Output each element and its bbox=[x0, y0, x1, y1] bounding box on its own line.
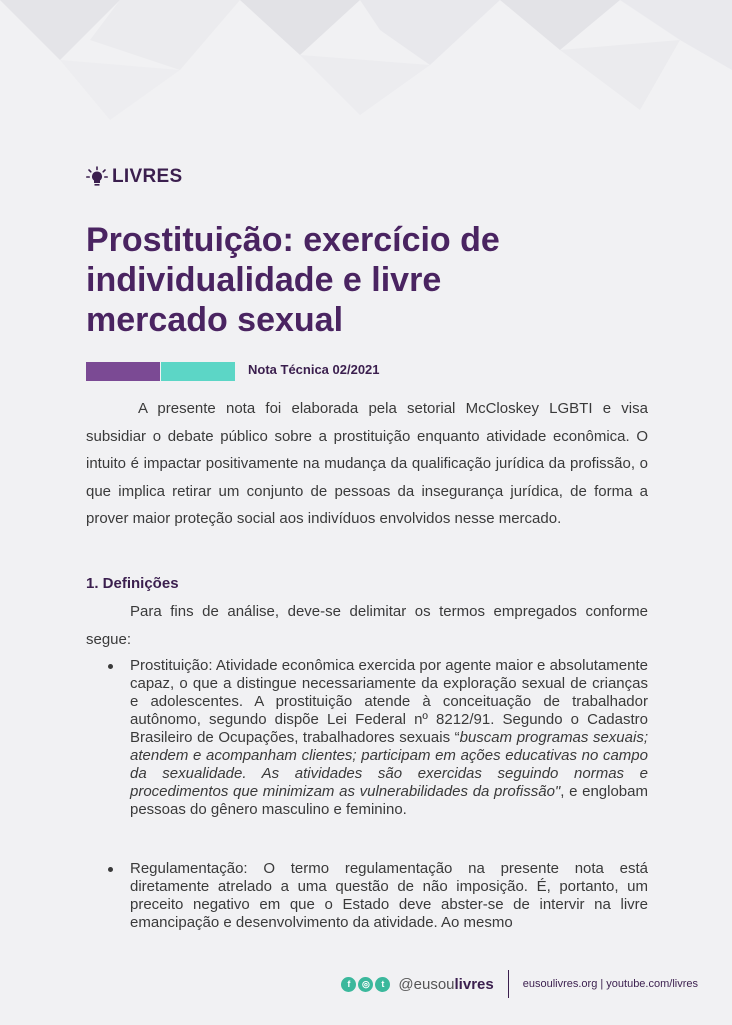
brand-logo bbox=[86, 166, 182, 188]
intro-paragraph: A presente nota foi elaborada pela setorial McCloskey LGBTI e visa subsidiar o debate público sobre a prostituição enquanto atividade econômica. O intuito é impactar positivamente na mudança da qualificação jurídica da profissão, o que implica retirar um conjunto de pessoas da insegurança jurídica, de forma a prover maior proteção social aos indivíduos envolvidos nesse mercado. bbox=[86, 400, 648, 527]
footer-links[interactable]: eusoulivres.org | youtube.com/livres bbox=[522, 978, 698, 990]
facebook-icon[interactable]: f bbox=[341, 977, 356, 992]
footer bbox=[341, 970, 698, 998]
background-pattern bbox=[0, 0, 732, 130]
accent-bar-teal bbox=[161, 362, 235, 381]
lightbulb-icon bbox=[86, 166, 108, 188]
accent-bar-purple bbox=[86, 362, 160, 381]
footer-divider bbox=[508, 970, 509, 998]
item-text: Regulamentação: O termo regulamentação na presente nota está diretamente atrelado a uma questão de não imposição. É, portanto, um preceito negativo em que o Estado deve abster-se de intervir na livre emancipação e desenvolvimento da atividade. Ao mesmo bbox=[130, 860, 648, 931]
twitter-icon[interactable]: t bbox=[375, 977, 390, 992]
social-handle[interactable] bbox=[398, 976, 493, 993]
brand-name: LIVRES bbox=[112, 166, 183, 187]
title-line: individualidade e livre bbox=[86, 261, 442, 299]
definition-list bbox=[86, 657, 648, 819]
item-text: Prostituição: Atividade econômica exercida por agente maior e absolutamente capaz, o que a distingue necessariamente da exploração sexual de crianças e adolescentes. A prostituição atende à conceituação de trabalhador autônomo, segundo dispõe Lei Federal nº 8212/91. Segundo o Cadastro Brasileiro de Ocupações, trabalhadores sexuais “ bbox=[130, 657, 648, 746]
handle-prefix: @eusou bbox=[398, 975, 455, 993]
section-lead: Para fins de análise, deve-se delimitar os termos empregados conforme segue: bbox=[86, 603, 648, 648]
bullet-icon bbox=[108, 867, 113, 872]
page-title bbox=[86, 220, 606, 340]
note-label: Nota Técnica 02/2021 bbox=[248, 362, 380, 377]
list-item bbox=[86, 860, 648, 932]
bullet-icon bbox=[108, 664, 113, 669]
title-line: mercado sexual bbox=[86, 301, 344, 339]
item-text-end: , e englobam pessoas do gênero masculino e feminino. bbox=[130, 783, 648, 818]
section-heading: 1. Definições bbox=[86, 575, 179, 592]
item-quote: buscam programas sexuais; atendem e acompanham clientes; participam em ações educativas no campo da sexualidade. As atividades são exercidas seguindo normas e procedimentos que minimizam as vulnerabilidades da profissão" bbox=[130, 729, 648, 800]
handle-bold: livres bbox=[454, 975, 494, 993]
social-icons bbox=[341, 977, 390, 992]
title-line: Prostituição: exercício de bbox=[86, 221, 500, 259]
definition-list bbox=[86, 860, 648, 932]
instagram-icon[interactable]: ◎ bbox=[358, 977, 373, 992]
list-item bbox=[86, 657, 648, 819]
